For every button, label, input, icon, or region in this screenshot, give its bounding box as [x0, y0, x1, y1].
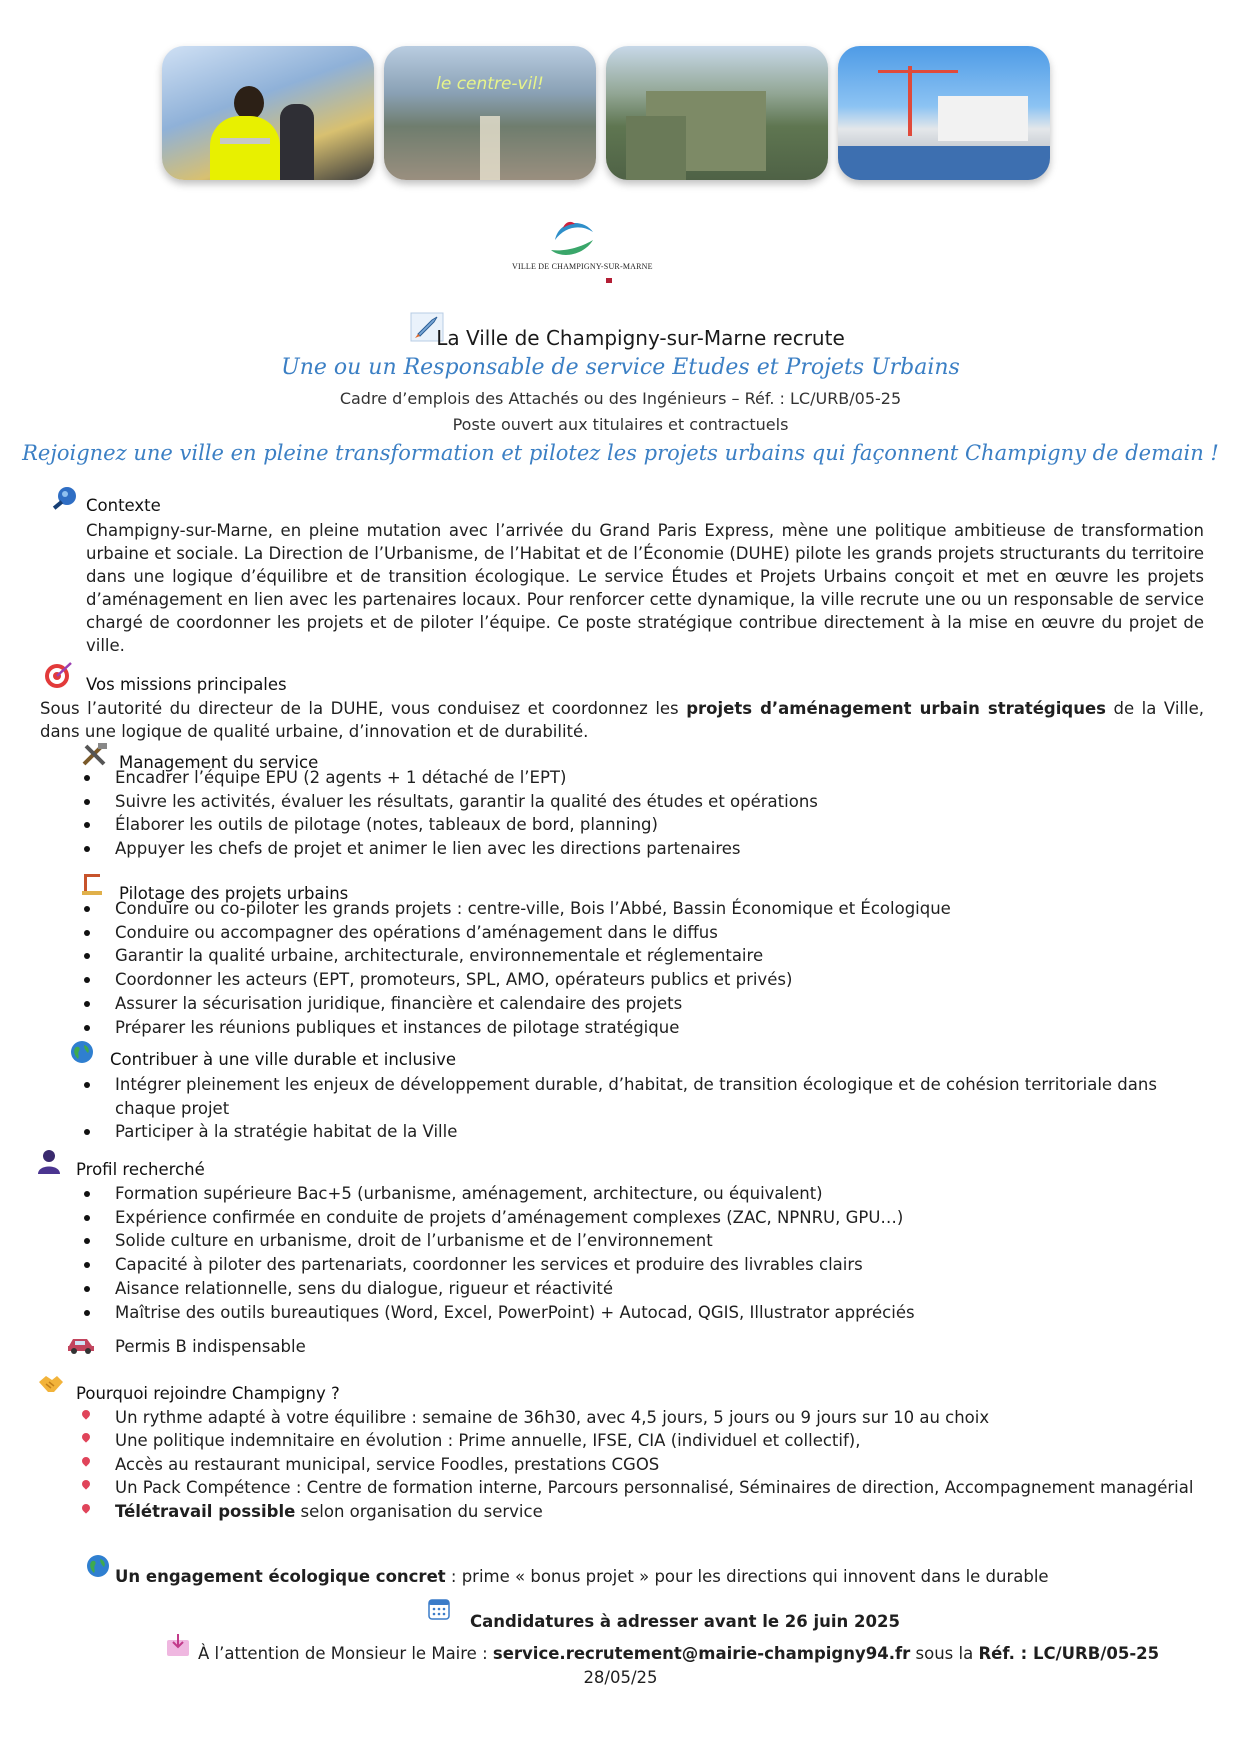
durable-list — [80, 1073, 1210, 1144]
pilotage-list — [80, 897, 1210, 1039]
person-icon — [36, 1148, 62, 1174]
job-poste: Poste ouvert aux titulaires et contractuels — [452, 415, 789, 434]
list-item: Capacité à piloter des partenariats, coordonner les services et produire des livrables clairs — [80, 1253, 1210, 1277]
list-item: Coordonner les acteurs (EPT, promoteurs, SPL, AMO, opérateurs publics et privés) — [80, 968, 1210, 992]
contexte-text: Champigny-sur-Marne, en pleine mutation avec l’arrivée du Grand Paris Express, mène une politique ambitieuse de transformation urbaine et sociale. La Direction de l’Urbanisme, de l’Habitat et de l’Économie (DUHE) pilote les grands projets structurants du territoire dans une logique d’équilibre et de transition écologique. Le service Études et Projets Urbains conçoit et met en œuvre les projets d’aménagement en lien avec les partenaires locaux. Pour renforcer cette dynamique, la ville recrute une ou un responsable de service chargé de coordonner les projets et de piloter l’équipe. Ce poste stratégique contribue directement à la mise en œuvre du projet de ville. — [86, 521, 1204, 655]
management-list — [80, 766, 1210, 861]
candidature-deadline: Candidatures à adresser avant le 26 juin 2025 — [470, 1612, 900, 1631]
list-item: Élaborer les outils de pilotage (notes, tableaux de bord, planning) — [80, 813, 1210, 837]
magnifier-icon — [50, 484, 80, 514]
section-title-missions: Vos missions principales — [86, 675, 287, 694]
tools-icon — [80, 742, 110, 768]
list-item: Un rythme adapté à votre équilibre : semaine de 36h30, avec 4,5 jours, 5 jours ou 9 jours sur 10 au choix — [80, 1406, 1210, 1429]
logo-mark — [606, 278, 612, 283]
section-title-pourquoi: Pourquoi rejoindre Champigny ? — [76, 1384, 340, 1403]
list-item: Conduire ou co-piloter les grands projets : centre-ville, Bois l’Abbé, Bassin Économique et Écologique — [80, 897, 1210, 921]
list-item: Solide culture en urbanisme, droit de l’urbanisme et de l’environnement — [80, 1229, 1210, 1253]
photo-banner — [162, 46, 1082, 181]
photo-green-building — [606, 46, 828, 180]
job-title: Une ou un Responsable de service Etudes et Projets Urbains — [281, 355, 960, 380]
car-icon — [66, 1334, 96, 1354]
list-item: Intégrer pleinement les enjeux de développement durable, d’habitat, de transition écologique et de cohésion territoriale dans chaque projet — [80, 1073, 1210, 1120]
globe-icon — [70, 1040, 94, 1064]
list-item: Une politique indemnitaire en évolution : Prime annuelle, IFSE, CIA (individuel et collectif), — [80, 1429, 1210, 1452]
globe-icon — [86, 1554, 110, 1578]
profil-list — [80, 1182, 1210, 1324]
list-item: Conduire ou accompagner des opérations d’aménagement dans le diffus — [80, 921, 1210, 945]
list-item: Télétravail possible selon organisation du service — [80, 1500, 1210, 1523]
permis-text: Permis B indispensable — [115, 1337, 306, 1356]
subsection-title-pilotage: Pilotage des projets urbains — [119, 884, 349, 903]
header-recrute: La Ville de Champigny-sur-Marne recrute — [436, 326, 845, 350]
list-item: Participer à la stratégie habitat de la Ville — [80, 1120, 1210, 1144]
eco-engagement: Un engagement écologique concret : prime « bonus projet » pour les directions qui innovent dans le durable — [115, 1567, 1049, 1586]
list-item: Formation supérieure Bac+5 (urbanisme, aménagement, architecture, ou équivalent) — [80, 1182, 1210, 1206]
calendar-icon — [427, 1597, 451, 1621]
list-item: Maîtrise des outils bureautiques (Word, Excel, PowerPoint) + Autocad, QGIS, Illustrator appréciés — [80, 1301, 1210, 1325]
job-cadre: Cadre d’emplois des Attachés ou des Ingénieurs – Réf. : LC/URB/05-25 — [339, 389, 902, 408]
tagline: Rejoignez une ville en pleine transformation et pilotez les projets urbains qui façonnent Champigny de demain ! — [22, 441, 1219, 465]
list-item: Garantir la qualité urbaine, architecturale, environnementale et réglementaire — [80, 944, 1210, 968]
section-title-profil: Profil recherché — [76, 1160, 205, 1179]
missions-intro-b: de la Ville, dans une logique de qualité urbaine, d’innovation et de durabilité. — [40, 699, 1204, 741]
target-icon — [42, 660, 74, 690]
construction-icon — [80, 872, 104, 896]
photo-construction-site — [838, 46, 1050, 180]
city-logo — [537, 210, 607, 270]
missions-intro — [40, 697, 1204, 743]
list-item: Assurer la sécurisation juridique, financière et calendaire des projets — [80, 992, 1210, 1016]
candidature-contact: À l’attention de Monsieur le Maire : service.recrutement@mairie-champigny94.fr sous la Réf. : LC/URB/05-25 — [198, 1644, 1160, 1663]
list-item: Suivre les activités, évaluer les résultats, garantir la qualité des études et opérations — [80, 790, 1210, 814]
list-item: Préparer les réunions publiques et instances de pilotage stratégique — [80, 1016, 1210, 1040]
section-title-contexte: Contexte — [86, 496, 161, 515]
subsection-title-management: Management du service — [119, 753, 319, 772]
missions-intro-bold: projets d’aménagement urbain stratégiques — [686, 699, 1106, 718]
list-item: Accès au restaurant municipal, service Foodles, prestations CGOS — [80, 1453, 1210, 1476]
pourquoi-list — [80, 1406, 1210, 1523]
inbox-icon — [165, 1632, 191, 1658]
logo-text: VILLE DE CHAMPIGNY-SUR-MARNE — [512, 262, 653, 271]
document-date: 28/05/25 — [583, 1668, 658, 1687]
photo-site-workers — [162, 46, 374, 180]
photo-caption: le centre-vil! — [436, 74, 544, 94]
list-item: Encadrer l’équipe EPU (2 agents + 1 détaché de l’EPT) — [80, 766, 1210, 790]
photo-centre-ville — [384, 46, 596, 180]
handshake-icon — [38, 1372, 64, 1396]
list-item: Expérience confirmée en conduite de projets d’aménagement complexes (ZAC, NPNRU, GPU…) — [80, 1206, 1210, 1230]
list-item: Aisance relationnelle, sens du dialogue, rigueur et réactivité — [80, 1277, 1210, 1301]
list-item: Un Pack Compétence : Centre de formation interne, Parcours personnalisé, Séminaires de direction, Accompagnement managérial — [80, 1476, 1210, 1499]
missions-intro-a: Sous l’autorité du directeur de la DUHE, vous conduisez et coordonnez les — [40, 699, 687, 718]
list-item: Appuyer les chefs de projet et animer le lien avec les directions partenaires — [80, 837, 1210, 861]
email-link[interactable]: service.recrutement@mairie-champigny94.fr — [492, 1644, 911, 1663]
subsection-title-durable: Contribuer à une ville durable et inclusive — [110, 1050, 457, 1069]
